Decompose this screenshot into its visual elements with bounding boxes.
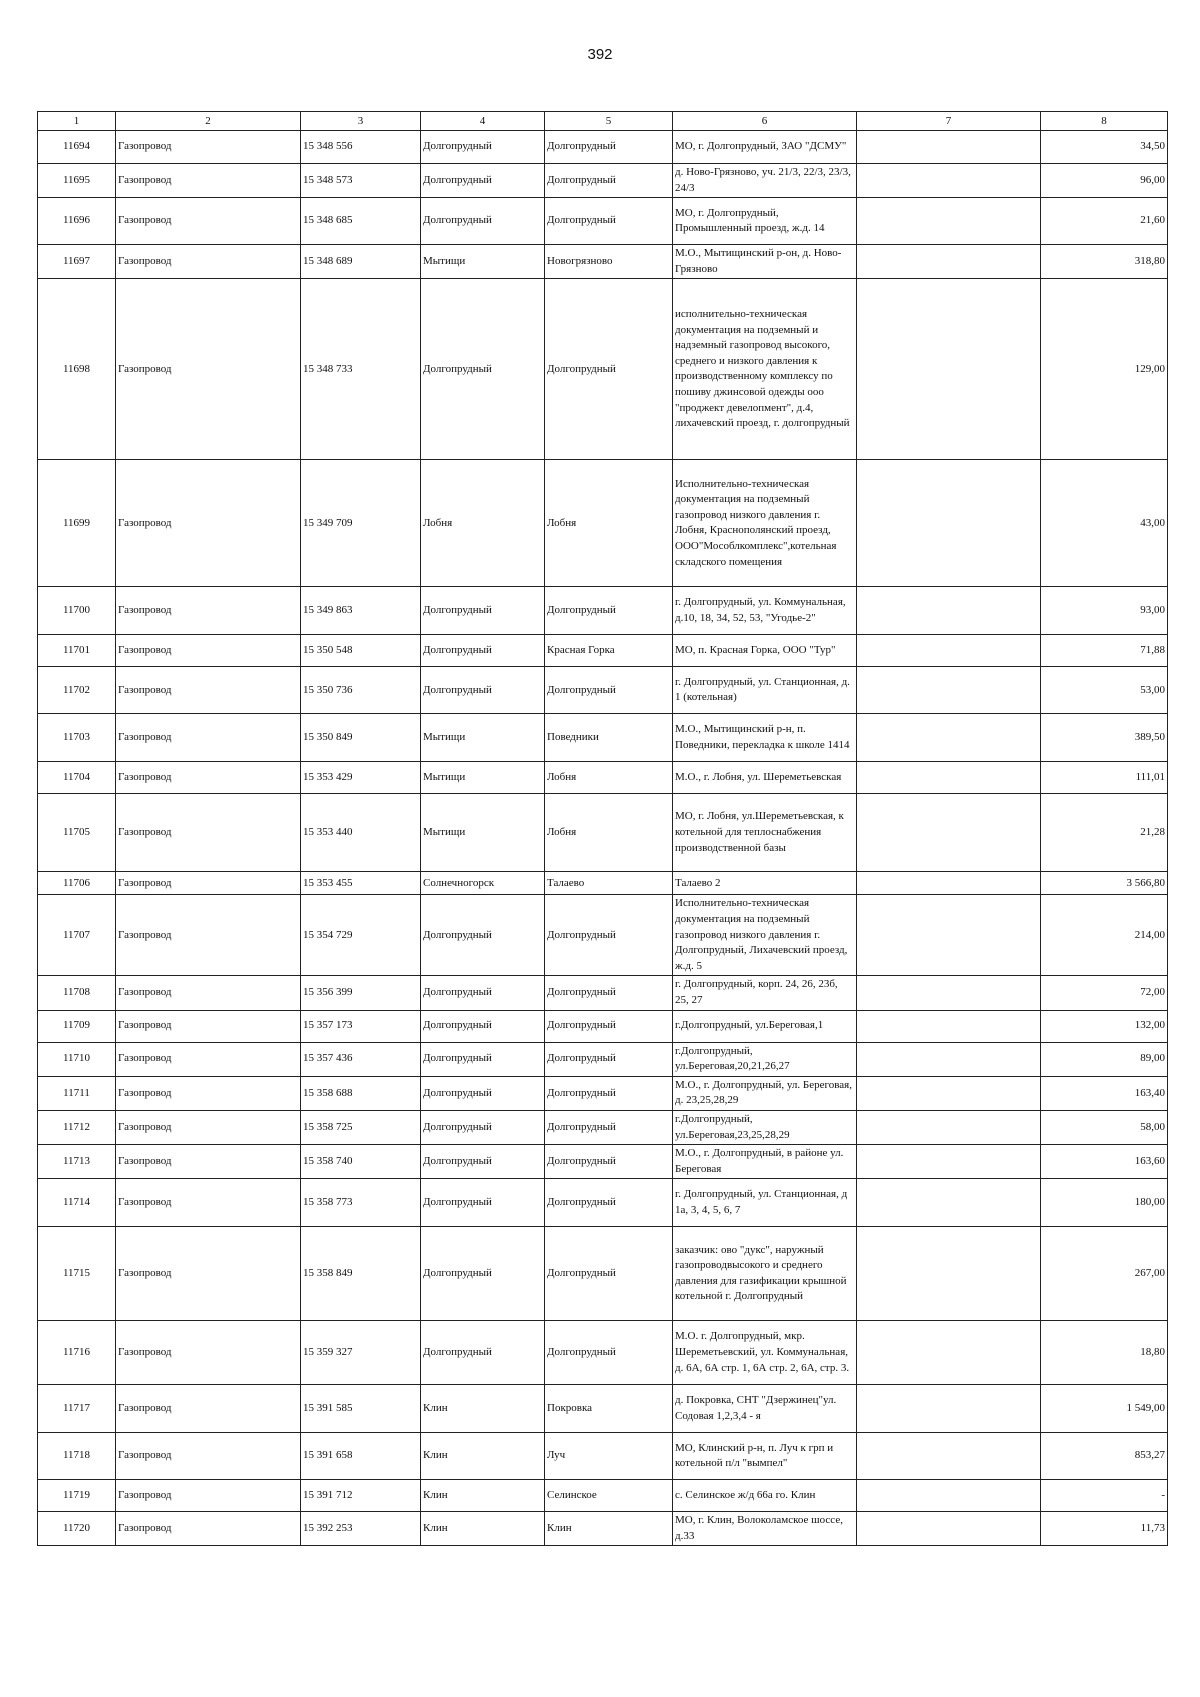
table-row [38,762,1168,794]
locality-cell: Луч [545,1433,673,1480]
object-code-cell: 15 358 849 [301,1227,421,1321]
district-cell: Долгопрудный [421,164,545,198]
locality-cell: Долгопрудный [545,667,673,714]
address-cell: с. Селинское ж/д 66а го. Клин [673,1480,857,1512]
column-7-cell [857,131,1041,164]
address-cell: МО, г. Клин, Волоколамское шоссе, д.33 [673,1512,857,1546]
district-cell: Долгопрудный [421,1010,545,1042]
district-cell: Долгопрудный [421,1076,545,1110]
value-cell: 11,73 [1041,1512,1168,1546]
district-cell: Мытищи [421,245,545,279]
column-7-cell [857,1480,1041,1512]
value-cell: 72,00 [1041,976,1168,1010]
row-number-cell: 11696 [38,198,116,245]
column-header: 2 [116,112,301,131]
district-cell: Долгопрудный [421,1227,545,1321]
object-code-cell: 15 348 556 [301,131,421,164]
locality-cell: Лобня [545,794,673,872]
address-cell: М.О., Мытищинский р-н, п. Поведники, перекладка к школе 1414 [673,714,857,762]
object-name-cell: Газопровод [116,1433,301,1480]
district-cell: Лобня [421,460,545,587]
table-row [38,1010,1168,1042]
value-cell: 214,00 [1041,895,1168,976]
row-number-cell: 11695 [38,164,116,198]
row-number-cell: 11698 [38,279,116,460]
column-7-cell [857,164,1041,198]
table-row [38,976,1168,1010]
address-cell: д. Ново-Грязново, уч. 21/3, 22/3, 23/3, 24/3 [673,164,857,198]
column-7-cell [857,198,1041,245]
object-code-cell: 15 391 712 [301,1480,421,1512]
value-cell: 18,80 [1041,1321,1168,1385]
object-name-cell: Газопровод [116,762,301,794]
table-row [38,1433,1168,1480]
value-cell: 267,00 [1041,1227,1168,1321]
district-cell: Долгопрудный [421,1110,545,1144]
address-cell: М.О. г. Долгопрудный, мкр. Шереметьевский, ул. Коммунальная, д. 6А, 6А стр. 1, 6А стр. 2, 6А, стр. 3. [673,1321,857,1385]
district-cell: Клин [421,1512,545,1546]
table-row [38,714,1168,762]
table-row [38,1179,1168,1227]
page-number: 392 [587,46,613,63]
object-code-cell: 15 357 173 [301,1010,421,1042]
column-7-cell [857,872,1041,895]
locality-cell: Долгопрудный [545,279,673,460]
locality-cell: Красная Горка [545,635,673,667]
object-name-cell: Газопровод [116,164,301,198]
row-number-cell: 11720 [38,1512,116,1546]
value-cell: 58,00 [1041,1110,1168,1144]
table-row [38,460,1168,587]
column-7-cell [857,1433,1041,1480]
address-cell: М.О., г. Долгопрудный, в районе ул. Береговая [673,1145,857,1179]
row-number-cell: 11718 [38,1433,116,1480]
object-code-cell: 15 350 849 [301,714,421,762]
address-cell: г. Долгопрудный, ул. Станционная, д 1а, 3, 4, 5, 6, 7 [673,1179,857,1227]
column-7-cell [857,976,1041,1010]
locality-cell: Талаево [545,872,673,895]
column-7-cell [857,895,1041,976]
object-code-cell: 15 358 740 [301,1145,421,1179]
object-code-cell: 15 349 709 [301,460,421,587]
column-7-cell [857,460,1041,587]
object-name-cell: Газопровод [116,976,301,1010]
district-cell: Долгопрудный [421,587,545,635]
header-row [38,112,1168,131]
table-row [38,1321,1168,1385]
address-cell: д. Покровка, СНТ "Дзержинец"ул. Содовая 1,2,3,4 - я [673,1385,857,1433]
column-7-cell [857,587,1041,635]
column-7-cell [857,1042,1041,1076]
object-name-cell: Газопровод [116,1385,301,1433]
table-row [38,131,1168,164]
column-7-cell [857,714,1041,762]
locality-cell: Долгопрудный [545,587,673,635]
object-name-cell: Газопровод [116,1145,301,1179]
object-code-cell: 15 357 436 [301,1042,421,1076]
row-number-cell: 11719 [38,1480,116,1512]
object-name-cell: Газопровод [116,1076,301,1110]
locality-cell: Долгопрудный [545,1110,673,1144]
object-name-cell: Газопровод [116,635,301,667]
object-code-cell: 15 392 253 [301,1512,421,1546]
object-code-cell: 15 356 399 [301,976,421,1010]
address-cell: г.Долгопрудный, ул.Береговая,23,25,28,29 [673,1110,857,1144]
locality-cell: Поведники [545,714,673,762]
locality-cell: Лобня [545,762,673,794]
address-cell: М.О., г. Долгопрудный, ул. Береговая, д. 23,25,28,29 [673,1076,857,1110]
table-row [38,635,1168,667]
object-code-cell: 15 350 736 [301,667,421,714]
locality-cell: Долгопрудный [545,1227,673,1321]
registry-table [37,111,1168,1546]
table-row [38,1076,1168,1110]
object-name-cell: Газопровод [116,131,301,164]
column-7-cell [857,1385,1041,1433]
table-row [38,1227,1168,1321]
value-cell: 21,60 [1041,198,1168,245]
value-cell: 132,00 [1041,1010,1168,1042]
value-cell: 71,88 [1041,635,1168,667]
locality-cell: Долгопрудный [545,1076,673,1110]
column-7-cell [857,279,1041,460]
district-cell: Мытищи [421,762,545,794]
locality-cell: Долгопрудный [545,1145,673,1179]
district-cell: Долгопрудный [421,976,545,1010]
column-header: 6 [673,112,857,131]
value-cell: 163,40 [1041,1076,1168,1110]
district-cell: Мытищи [421,714,545,762]
value-cell: 43,00 [1041,460,1168,587]
object-code-cell: 15 358 688 [301,1076,421,1110]
locality-cell: Долгопрудный [545,895,673,976]
row-number-cell: 11712 [38,1110,116,1144]
address-cell: МО, п. Красная Горка, ООО "Тур" [673,635,857,667]
column-7-cell [857,1179,1041,1227]
column-header: 1 [38,112,116,131]
value-cell: 34,50 [1041,131,1168,164]
value-cell: 93,00 [1041,587,1168,635]
column-7-cell [857,1076,1041,1110]
address-cell: г.Долгопрудный, ул.Береговая,20,21,26,27 [673,1042,857,1076]
locality-cell: Долгопрудный [545,198,673,245]
column-header: 8 [1041,112,1168,131]
address-cell: МО, г. Долгопрудный, ЗАО "ДСМУ" [673,131,857,164]
locality-cell: Лобня [545,460,673,587]
object-code-cell: 15 350 548 [301,635,421,667]
district-cell: Клин [421,1433,545,1480]
object-code-cell: 15 348 573 [301,164,421,198]
table-row [38,1110,1168,1144]
district-cell: Долгопрудный [421,279,545,460]
address-cell: г.Долгопрудный, ул.Береговая,1 [673,1010,857,1042]
column-header: 5 [545,112,673,131]
address-cell: г. Долгопрудный, ул. Коммунальная, д.10, 18, 34, 52, 53, "Угодье-2" [673,587,857,635]
table-row [38,1042,1168,1076]
table-row [38,872,1168,895]
column-7-cell [857,1010,1041,1042]
address-cell: исполнительно-техническая документация на подземный и надземный газопровод высокого, среднего и низкого давления к производственному комплексу по пошиву джинсовой одежды ооо "проджект девелопмент", д.4, лихачевский проезд, г. долгопрудный [673,279,857,460]
district-cell: Мытищи [421,794,545,872]
table-row [38,198,1168,245]
table-row [38,895,1168,976]
address-cell: МО, Клинский р-н, п. Луч к грп и котельной п/л "вымпел" [673,1433,857,1480]
address-cell: М.О., Мытищинский р-он, д. Ново-Грязново [673,245,857,279]
table-row [38,164,1168,198]
column-7-cell [857,762,1041,794]
object-name-cell: Газопровод [116,1179,301,1227]
column-7-cell [857,794,1041,872]
object-name-cell: Газопровод [116,198,301,245]
district-cell: Долгопрудный [421,1179,545,1227]
locality-cell: Долгопрудный [545,1321,673,1385]
row-number-cell: 11694 [38,131,116,164]
column-header: 7 [857,112,1041,131]
table-row [38,667,1168,714]
object-code-cell: 15 348 733 [301,279,421,460]
object-code-cell: 15 391 658 [301,1433,421,1480]
object-name-cell: Газопровод [116,1110,301,1144]
column-7-cell [857,1321,1041,1385]
value-cell: 21,28 [1041,794,1168,872]
row-number-cell: 11705 [38,794,116,872]
value-cell: 3 566,80 [1041,872,1168,895]
object-name-cell: Газопровод [116,714,301,762]
locality-cell: Долгопрудный [545,164,673,198]
column-header: 3 [301,112,421,131]
object-name-cell: Газопровод [116,279,301,460]
row-number-cell: 11713 [38,1145,116,1179]
object-code-cell: 15 391 585 [301,1385,421,1433]
value-cell: 96,00 [1041,164,1168,198]
column-7-cell [857,1512,1041,1546]
object-name-cell: Газопровод [116,1512,301,1546]
locality-cell: Долгопрудный [545,1179,673,1227]
district-cell: Долгопрудный [421,635,545,667]
table-row [38,1145,1168,1179]
value-cell: 853,27 [1041,1433,1168,1480]
locality-cell: Долгопрудный [545,1042,673,1076]
locality-cell: Долгопрудный [545,131,673,164]
value-cell: 111,01 [1041,762,1168,794]
district-cell: Долгопрудный [421,1321,545,1385]
locality-cell: Покровка [545,1385,673,1433]
table-row [38,794,1168,872]
column-7-cell [857,1227,1041,1321]
row-number-cell: 11716 [38,1321,116,1385]
object-code-cell: 15 354 729 [301,895,421,976]
row-number-cell: 11701 [38,635,116,667]
object-name-cell: Газопровод [116,1321,301,1385]
district-cell: Долгопрудный [421,131,545,164]
value-cell: 389,50 [1041,714,1168,762]
object-code-cell: 15 359 327 [301,1321,421,1385]
object-name-cell: Газопровод [116,245,301,279]
row-number-cell: 11699 [38,460,116,587]
address-cell: Талаево 2 [673,872,857,895]
object-name-cell: Газопровод [116,895,301,976]
locality-cell: Долгопрудный [545,1010,673,1042]
row-number-cell: 11715 [38,1227,116,1321]
row-number-cell: 11704 [38,762,116,794]
object-name-cell: Газопровод [116,1042,301,1076]
district-cell: Долгопрудный [421,198,545,245]
object-code-cell: 15 353 440 [301,794,421,872]
table-row [38,587,1168,635]
district-cell: Долгопрудный [421,667,545,714]
row-number-cell: 11717 [38,1385,116,1433]
object-name-cell: Газопровод [116,460,301,587]
object-name-cell: Газопровод [116,1480,301,1512]
object-name-cell: Газопровод [116,794,301,872]
column-7-cell [857,1145,1041,1179]
address-cell: г. Долгопрудный, корп. 24, 26, 23б, 25, 27 [673,976,857,1010]
address-cell: Исполнительно-техническая документация на подземный газопровод низкого давления г. Долгопрудный, Лихачевский проезд, ж.д. 5 [673,895,857,976]
column-7-cell [857,245,1041,279]
table-row [38,1385,1168,1433]
value-cell: 163,60 [1041,1145,1168,1179]
address-cell: МО, г. Долгопрудный, Промышленный проезд, ж.д. 14 [673,198,857,245]
row-number-cell: 11706 [38,872,116,895]
address-cell: М.О., г. Лобня, ул. Шереметьевская [673,762,857,794]
column-7-cell [857,1110,1041,1144]
address-cell: Исполнительно-техническая документация на подземный газопровод низкого давления г. Лобня, Краснополянский проезд, ООО"Мособлкомплекс",котельная складского помещения [673,460,857,587]
row-number-cell: 11697 [38,245,116,279]
object-code-cell: 15 348 685 [301,198,421,245]
row-number-cell: 11710 [38,1042,116,1076]
column-7-cell [857,635,1041,667]
row-number-cell: 11711 [38,1076,116,1110]
object-code-cell: 15 353 429 [301,762,421,794]
object-code-cell: 15 358 725 [301,1110,421,1144]
address-cell: г. Долгопрудный, ул. Станционная, д. 1 (котельная) [673,667,857,714]
locality-cell: Долгопрудный [545,976,673,1010]
object-code-cell: 15 358 773 [301,1179,421,1227]
value-cell: 89,00 [1041,1042,1168,1076]
district-cell: Солнечногорск [421,872,545,895]
row-number-cell: 11714 [38,1179,116,1227]
object-code-cell: 15 348 689 [301,245,421,279]
row-number-cell: 11700 [38,587,116,635]
object-code-cell: 15 349 863 [301,587,421,635]
column-7-cell [857,667,1041,714]
value-cell: 129,00 [1041,279,1168,460]
row-number-cell: 11709 [38,1010,116,1042]
district-cell: Долгопрудный [421,895,545,976]
table-row [38,245,1168,279]
value-cell: 53,00 [1041,667,1168,714]
district-cell: Долгопрудный [421,1042,545,1076]
object-name-cell: Газопровод [116,872,301,895]
table-row [38,1512,1168,1546]
locality-cell: Клин [545,1512,673,1546]
table-row [38,1480,1168,1512]
object-name-cell: Газопровод [116,587,301,635]
column-header: 4 [421,112,545,131]
row-number-cell: 11708 [38,976,116,1010]
locality-cell: Селинское [545,1480,673,1512]
row-number-cell: 11707 [38,895,116,976]
district-cell: Клин [421,1480,545,1512]
district-cell: Клин [421,1385,545,1433]
address-cell: МО, г. Лобня, ул.Шереметьевская, к котельной для теплоснабжения производственной базы [673,794,857,872]
row-number-cell: 11703 [38,714,116,762]
value-cell: 318,80 [1041,245,1168,279]
object-code-cell: 15 353 455 [301,872,421,895]
value-cell: - [1041,1480,1168,1512]
row-number-cell: 11702 [38,667,116,714]
object-name-cell: Газопровод [116,667,301,714]
value-cell: 180,00 [1041,1179,1168,1227]
object-name-cell: Газопровод [116,1227,301,1321]
locality-cell: Новогрязново [545,245,673,279]
object-name-cell: Газопровод [116,1010,301,1042]
district-cell: Долгопрудный [421,1145,545,1179]
value-cell: 1 549,00 [1041,1385,1168,1433]
address-cell: заказчик: ово "дукс", наружный газопроводвысокого и среднего давления для газификации крышной котельной г. Долгопрудный [673,1227,857,1321]
table-row [38,279,1168,460]
